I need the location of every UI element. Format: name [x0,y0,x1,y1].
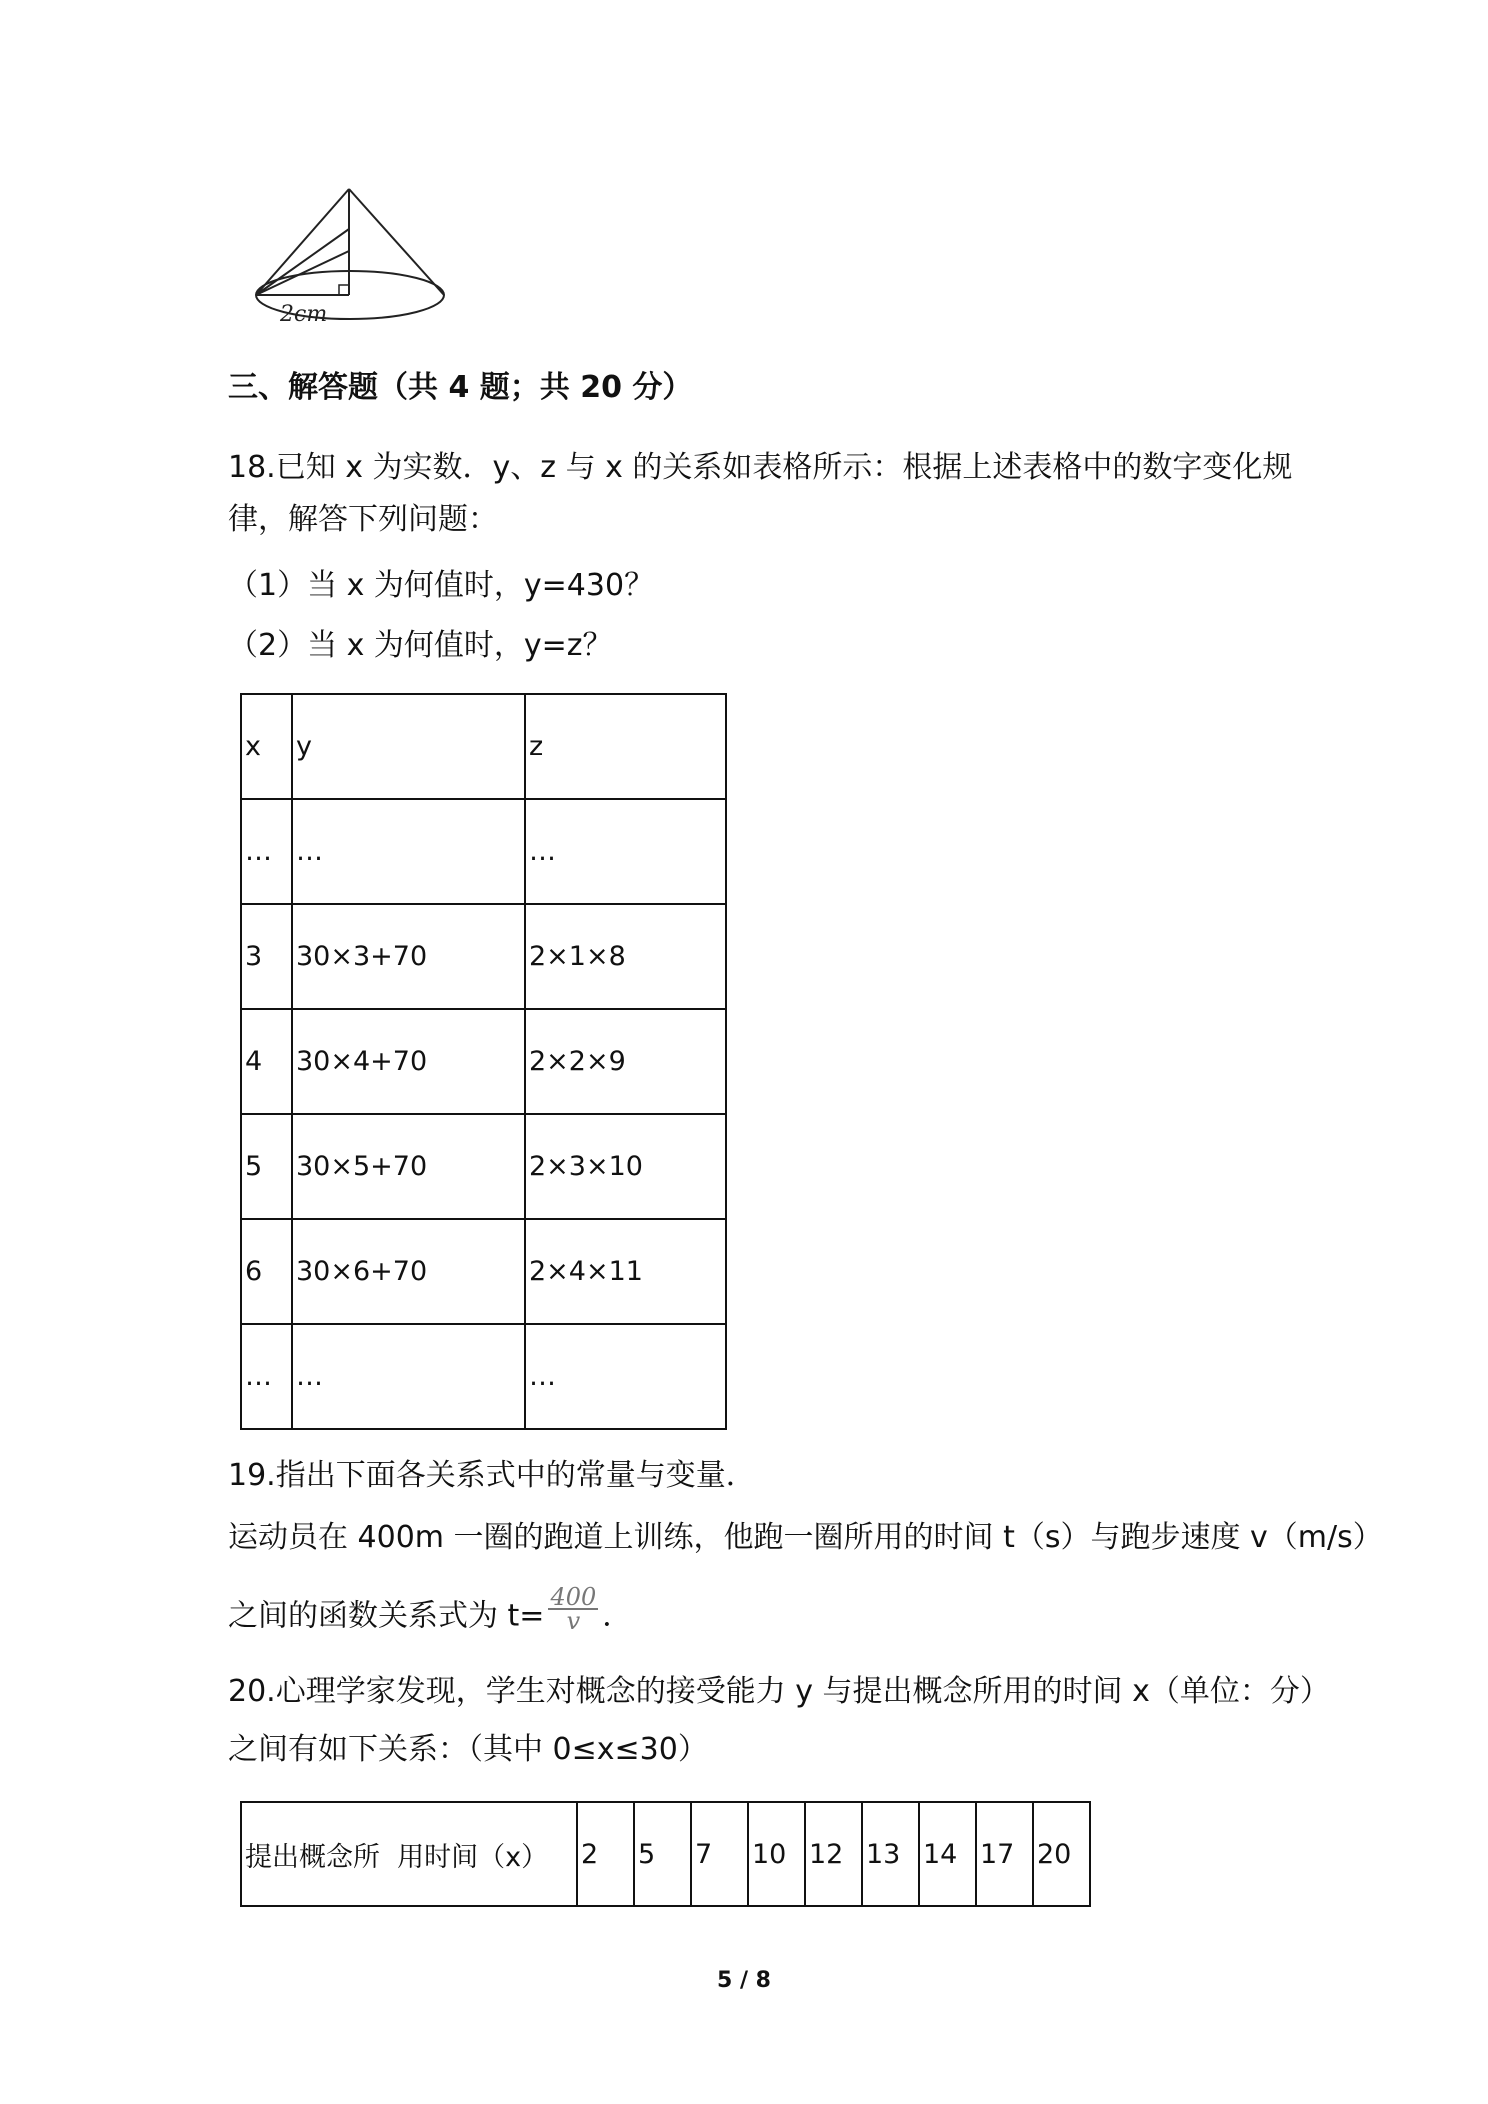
q18-text-line2: 律，解答下列问题： [228,502,498,537]
q18-text-line1: 18.已知 x 为实数．y、z 与 x 的关系如表格所示：根据上述表格中的数字变化规 [228,450,1293,485]
table-cell: 14 [919,1802,976,1906]
q19-formula-suffix: ． [602,1598,633,1634]
table-cell: 10 [748,1802,805,1906]
table-cell: 2×2×9 [525,1009,726,1114]
table-cell: 5 [241,1114,292,1219]
table-cell: 3 [241,904,292,1009]
fraction-400-over-v [548,1583,598,1635]
q19-formula-prefix: 之间的函数关系式为 t= [228,1598,545,1634]
q20-table [240,1801,1091,1907]
section-title: 三、解答题（共 4 题；共 20 分） [228,370,693,405]
table-header-cell: z [525,694,726,799]
table-cell: 30×6+70 [292,1219,525,1324]
table-row [241,1219,726,1324]
q19-text-line2: 运动员在 400m 一圈的跑道上训练，他跑一圈所用的时间 t（s）与跑步速度 v（m/s） [228,1520,1383,1555]
table-cell: 13 [862,1802,919,1906]
table-header-cell: 提出概念所 用时间（x） [241,1802,577,1906]
table-cell: 5 [634,1802,691,1906]
q19-text-line3 [228,1583,633,1640]
table-cell: 2 [577,1802,634,1906]
table-cell: 4 [241,1009,292,1114]
table-cell: … [241,799,292,904]
table-cell: 2×4×11 [525,1219,726,1324]
q20-text-line1: 20.心理学家发现，学生对概念的接受能力 y 与提出概念所用的时间 x（单位：分） [228,1674,1330,1709]
table-cell: … [525,1324,726,1429]
q19-text-line1: 19.指出下面各关系式中的常量与变量． [228,1458,756,1493]
table-cell: 12 [805,1802,862,1906]
table-cell: 17 [976,1802,1033,1906]
table-row [241,799,726,904]
table-cell: … [241,1324,292,1429]
table-cell: … [292,1324,525,1429]
table-cell: 6 [241,1219,292,1324]
table-cell: 30×5+70 [292,1114,525,1219]
table-header-cell: y [292,694,525,799]
table-header-cell: x [241,694,292,799]
table-cell: 7 [691,1802,748,1906]
fraction-numerator: 400 [550,1583,597,1611]
table-cell: 30×3+70 [292,904,525,1009]
page-number: 5 / 8 [717,1968,771,1993]
q18-subquestion-1: （1）当 x 为何值时，y=430？ [228,568,655,603]
table-cell: 2×1×8 [525,904,726,1009]
q20-text-line2: 之间有如下关系：（其中 0≤x≤30） [228,1732,708,1767]
table-cell: 30×4+70 [292,1009,525,1114]
q18-subquestion-2: （2）当 x 为何值时，y=z？ [228,628,613,663]
cone-radius-label: 2cm [280,302,328,327]
cone-figure [250,185,450,335]
table-cell: … [525,799,726,904]
q18-table [240,693,727,1430]
table-row [241,694,726,799]
table-row [241,1802,1090,1906]
table-row [241,1324,726,1429]
table-cell: … [292,799,525,904]
table-cell: 20 [1033,1802,1090,1906]
table-row [241,904,726,1009]
fraction-denominator: v [566,1607,581,1635]
table-row [241,1114,726,1219]
table-row [241,1009,726,1114]
table-cell: 2×3×10 [525,1114,726,1219]
